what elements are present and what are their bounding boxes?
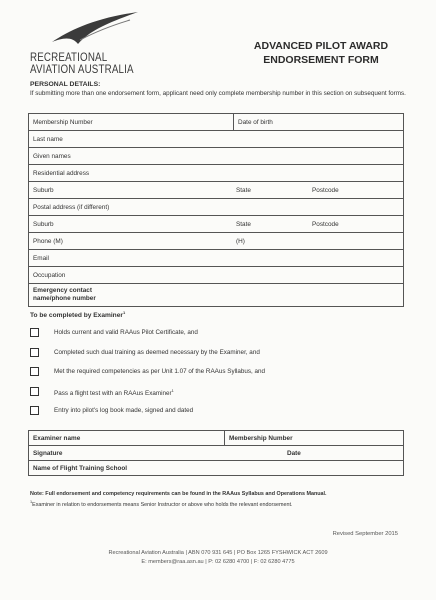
postal-address-label: Postal address (if different) [33, 203, 110, 211]
emergency-contact-label-line2: name/phone number [33, 295, 96, 302]
examiner-section-heading [30, 310, 125, 319]
check-item-label: Met the required competencies as per Unit 1.07 of the RAAus Syllabus, and [54, 368, 266, 375]
check-item-label: Entry into pilot's log book made, signed and dated [54, 407, 194, 414]
postcode-label: Postcode [312, 187, 339, 194]
form-title [236, 40, 406, 67]
check-item-label: Pass a flight test with an RAAus Examiner [54, 390, 172, 398]
postal-state-label: State [236, 221, 251, 228]
org-name-line2: AVIATION AUSTRALIA [30, 64, 134, 76]
examiner-name-label: Examiner name [33, 434, 81, 442]
checkbox[interactable] [30, 367, 39, 376]
date-of-birth-label: Date of birth [238, 118, 273, 126]
flight-school-label: Name of Flight Training School [33, 464, 128, 472]
check-item-label-wrap [54, 388, 174, 397]
last-name-label: Last name [33, 135, 63, 143]
footer-contact: E: members@raa.asn.au | P: 02 6280 4700 | F: 02 6280 4775 [141, 559, 295, 565]
check-item-label: Completed such dual training as deemed necessary by the Examiner, and [54, 349, 260, 356]
postal-address-field[interactable] [29, 199, 404, 216]
form-title-line1: ADVANCED PILOT AWARD [253, 40, 389, 52]
personal-details-heading: PERSONAL DETAILS: [30, 81, 101, 88]
residential-suburb-row[interactable] [29, 182, 404, 199]
checkbox[interactable] [30, 328, 39, 337]
signature-row[interactable] [29, 446, 404, 461]
signature-label: Signature [33, 449, 63, 457]
check-item-label: Holds current and valid RAAus Pilot Certificate, and [54, 329, 198, 336]
email-label: Email [33, 254, 49, 262]
postal-postcode-label: Postcode [312, 221, 339, 228]
examiner-membership-label: Membership Number [229, 434, 293, 442]
revision-date: Revised September 2015 [332, 531, 398, 537]
note-requirements: Note: Full endorsement and competency requirements can be found in the RAAus Syllabus and Operations Manual. [30, 491, 327, 497]
date-label: Date [287, 450, 301, 457]
check-item-footnote: 1 [171, 388, 174, 393]
residential-address-field[interactable] [29, 165, 404, 182]
personal-details-intro: If submitting more than one endorsement form, applicant need only complete membership number in this section on subsequent forms. [30, 90, 406, 97]
personal-details-table [28, 113, 404, 307]
form-title-line2: ENDORSEMENT FORM [263, 53, 379, 66]
membership-number-field[interactable] [29, 114, 234, 131]
state-label: State [236, 187, 251, 194]
examiner-membership-field[interactable] [225, 431, 404, 446]
membership-number-label: Membership Number [33, 118, 93, 126]
note-examiner-def-row [30, 498, 410, 509]
residential-address-label: Residential address [33, 169, 90, 177]
raa-logo [30, 10, 140, 76]
suburb-label: Suburb [33, 186, 54, 194]
notes [30, 490, 410, 509]
postal-suburb-row[interactable] [29, 216, 404, 233]
note-examiner-definition: Examiner in relation to endorsements means Senior Instructor or above who holds the relevant endorsement. [32, 501, 293, 508]
occupation-label: Occupation [33, 271, 66, 279]
checkbox[interactable] [30, 348, 39, 357]
postal-suburb-label: Suburb [33, 220, 54, 228]
checkbox[interactable] [30, 406, 39, 415]
wing-logo-icon [50, 10, 140, 50]
given-names-field[interactable] [29, 148, 404, 165]
phone-home-label: (H) [236, 238, 245, 245]
emergency-contact-label-line1: Emergency contact [33, 287, 92, 294]
given-names-label: Given names [33, 152, 71, 160]
date-of-birth-field[interactable] [234, 114, 404, 131]
flight-school-field[interactable] [29, 461, 404, 476]
last-name-field[interactable] [29, 131, 404, 148]
examiner-heading-footnote: 1 [122, 310, 126, 315]
footer-address: Recreational Aviation Australia | ABN 070 931 645 | PO Box 1265 FYSHWICK ACT 2609 [108, 550, 328, 556]
emergency-contact-field[interactable] [29, 284, 404, 307]
checkbox[interactable] [30, 387, 39, 396]
phone-row[interactable] [29, 233, 404, 250]
examiner-name-field[interactable] [29, 431, 225, 446]
phone-mobile-label: Phone (M) [33, 237, 63, 245]
note-footnote-mark: 1 [30, 500, 33, 504]
occupation-field[interactable] [29, 267, 404, 284]
org-name-line1: RECREATIONAL [30, 52, 108, 64]
examiner-heading-text: To be completed by Examiner [30, 312, 123, 320]
examiner-table [28, 430, 404, 476]
email-field[interactable] [29, 250, 404, 267]
